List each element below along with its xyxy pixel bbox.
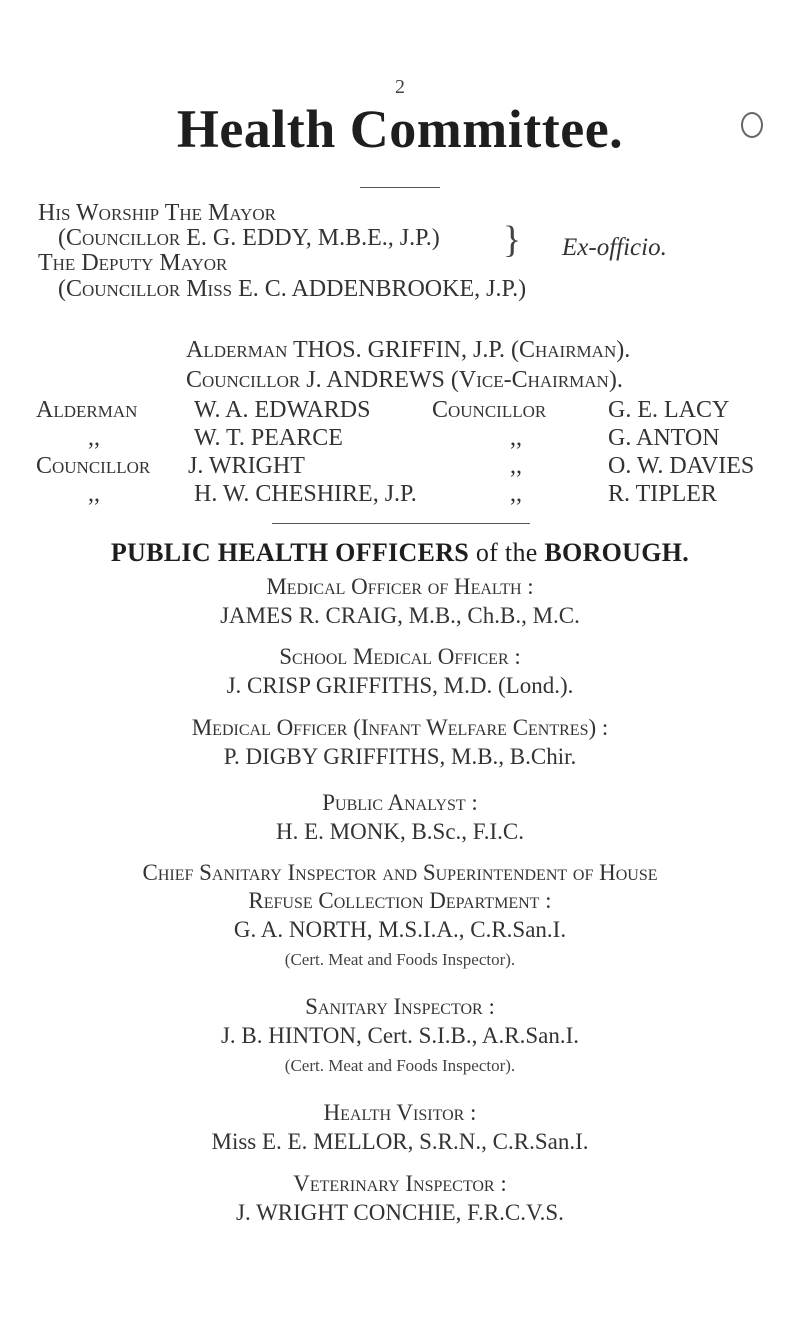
member-left-name: W. T. PEARCE xyxy=(194,425,343,451)
vice-chairman-line: Councillor J. ANDREWS (Vice-Chairman). xyxy=(186,367,623,393)
officer-name: Miss E. E. MELLOR, S.R.N., C.R.San.I. xyxy=(211,1129,589,1154)
member-left-title: ,, xyxy=(88,425,100,451)
member-right-name: R. TIPLER xyxy=(608,481,717,507)
officer-role: Medical Officer of Health : xyxy=(266,574,534,599)
member-right-name: G. E. LACY xyxy=(608,397,730,423)
officer-name: J. B. HINTON, Cert. S.I.B., A.R.San.I. xyxy=(220,1023,579,1048)
member-right-name: O. W. DAVIES xyxy=(608,453,755,479)
officers-heading-part2: of the xyxy=(475,538,538,567)
officer-role: Medical Officer (Infant Welfare Centres) : xyxy=(191,715,609,740)
officer-role: Health Visitor : xyxy=(323,1100,477,1125)
chairman-line: Alderman THOS. GRIFFIN, J.P. (Chairman). xyxy=(186,337,631,363)
officer-name: G. A. NORTH, M.S.I.A., C.R.San.I. xyxy=(233,917,567,942)
member-right-title: ,, xyxy=(510,425,522,451)
ex-officio-line-4: (Councillor Miss E. C. ADDENBROOKE, J.P.) xyxy=(58,276,527,302)
officer-role: Chief Sanitary Inspector and Superintendent of House xyxy=(142,860,658,885)
officers-heading-part3: BOROUGH. xyxy=(544,538,690,567)
officers-heading xyxy=(0,538,800,568)
officer-name: P. DIGBY GRIFFITHS, M.B., B.Chir. xyxy=(223,744,577,769)
ex-officio-line-2: (Councillor E. G. EDDY, M.B.E., J.P.) xyxy=(58,225,440,251)
member-left-title: Councillor xyxy=(36,453,151,479)
member-left-name: W. A. EDWARDS xyxy=(194,397,371,423)
officer-role: Veterinary Inspector : xyxy=(293,1171,507,1196)
officers-heading-part1: PUBLIC HEALTH OFFICERS xyxy=(110,538,470,567)
page-number: 2 xyxy=(395,76,405,98)
officer-name: J. CRISP GRIFFITHS, M.D. (Lond.). xyxy=(226,673,574,698)
officer-name: H. E. MONK, B.Sc., F.I.C. xyxy=(276,819,524,844)
ex-officio-line-3: The Deputy Mayor xyxy=(38,250,228,276)
member-left-title: Alderman xyxy=(36,397,138,423)
officer-role: Sanitary Inspector : xyxy=(305,994,495,1019)
officer-note: (Cert. Meat and Foods Inspector). xyxy=(284,950,516,969)
divider-members xyxy=(272,523,530,524)
member-left-name: J. WRIGHT xyxy=(188,453,305,479)
member-left-name: H. W. CHESHIRE, J.P. xyxy=(194,481,417,507)
officer-note: (Cert. Meat and Foods Inspector). xyxy=(284,1056,516,1075)
officer-name: J. WRIGHT CONCHIE, F.R.C.V.S. xyxy=(236,1200,564,1225)
page-title: Health Committee. xyxy=(176,99,624,159)
officer-role-line2: Refuse Collection Department : xyxy=(248,888,552,913)
member-right-title: ,, xyxy=(510,481,522,507)
officer-role: School Medical Officer : xyxy=(279,644,521,669)
divider-top xyxy=(360,187,440,188)
ex-officio-brace: } xyxy=(503,219,522,261)
officer-role: Public Analyst : xyxy=(322,790,478,815)
member-left-title: ,, xyxy=(88,481,100,507)
member-right-name: G. ANTON xyxy=(608,425,720,451)
member-right-title: Councillor xyxy=(432,397,547,423)
member-right-title: ,, xyxy=(510,453,522,479)
ex-officio-label: Ex-officio. xyxy=(562,234,667,261)
ex-officio-line-1: His Worship The Mayor xyxy=(38,200,276,226)
officer-name: JAMES R. CRAIG, M.B., Ch.B., M.C. xyxy=(220,603,580,628)
